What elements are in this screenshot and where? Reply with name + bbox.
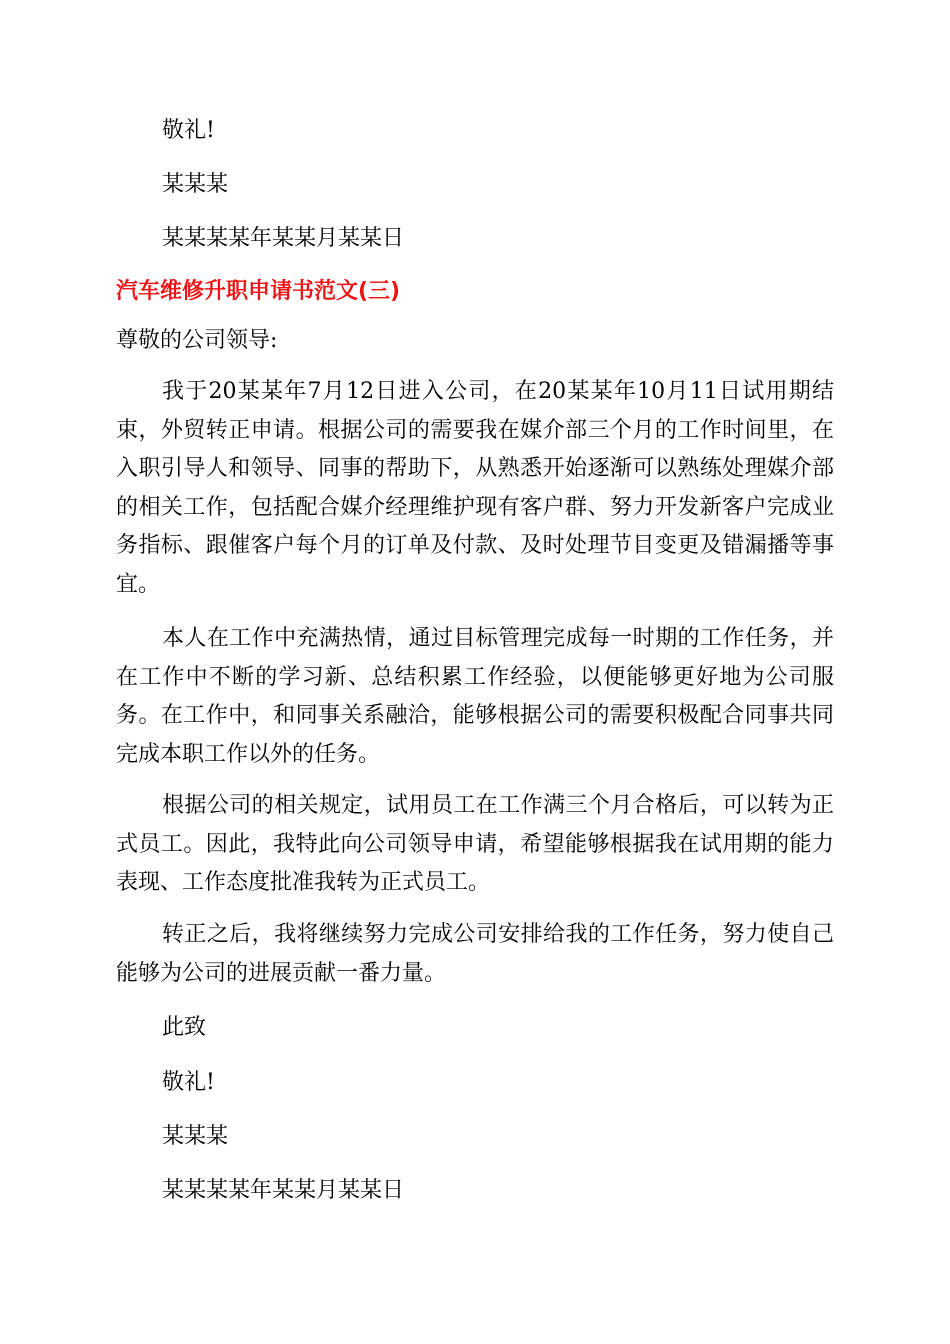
greeting: 尊敬的公司领导: xyxy=(116,328,278,353)
paragraph-2: 本人在工作中充满热情，通过目标管理完成每一时期的工作任务，并在工作中不断的学习新、总结积累工作经验，以便能够更好地为公司服务。在工作中，和同事关系融洽，能够根据公司的需要积极配合同事共同完成本职工作以外的任务。 xyxy=(116,626,834,767)
closing-date: 某某某某年某某月某某日 xyxy=(162,1178,405,1203)
closing-signer: 某某某 xyxy=(162,1124,229,1149)
closing-salute: 敬礼! xyxy=(162,1070,215,1095)
top-date: 某某某某年某某月某某日 xyxy=(162,226,405,251)
closing-phrase: 此致 xyxy=(162,1015,207,1040)
section-title: 汽车维修升职申请书范文(三) xyxy=(116,279,401,304)
paragraph-1: 我于20某某年7月12日进入公司，在20某某年10月11日试用期结束，外贸转正申请。根据公司的需要我在媒介部三个月的工作时间里，在入职引导人和领导、同事的帮助下，从熟悉开始逐渐可以熟练处理媒介部的相关工作，包括配合媒介经理维护现有客户群、努力开发新客户完成业务指标、跟催客户每个月的订单及付款、及时处理节目变更及错漏播等事宜。 xyxy=(116,379,834,597)
top-salute: 敬礼! xyxy=(162,118,215,143)
paragraph-4: 转正之后，我将继续努力完成公司安排给我的工作任务，努力使自己能够为公司的进展贡献一番力量。 xyxy=(116,922,834,986)
top-signer: 某某某 xyxy=(162,172,229,197)
paragraph-3: 根据公司的相关规定，试用员工在工作满三个月合格后，可以转为正式员工。因此，我特此向公司领导申请，希望能够根据我在试用期的能力表现、工作态度批准我转为正式员工。 xyxy=(116,793,834,895)
